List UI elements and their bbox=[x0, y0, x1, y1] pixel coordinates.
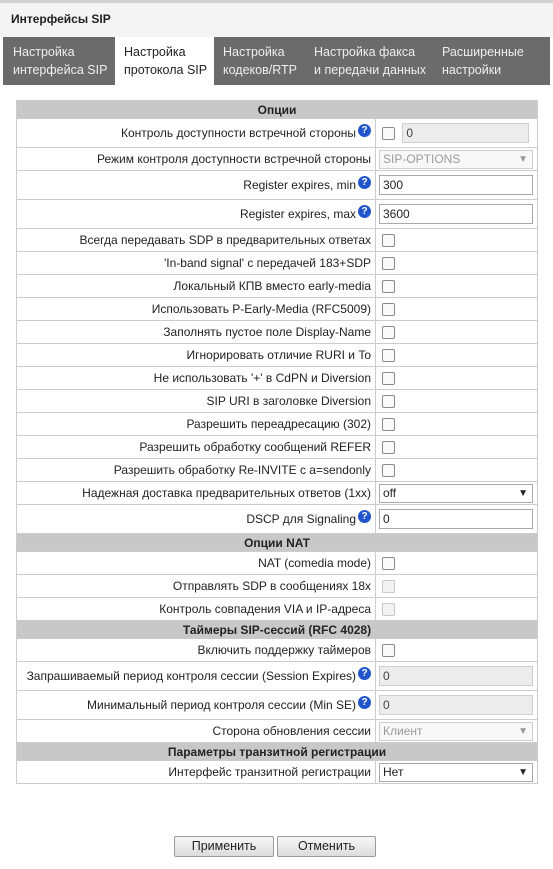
tab-codecs-rtp[interactable] bbox=[214, 37, 306, 85]
refresher-label: Сторона обновления сессии bbox=[17, 720, 376, 743]
min-se-input[interactable]: 0 bbox=[379, 695, 533, 715]
option-label: Разрешить переадресацию (302) bbox=[17, 413, 376, 436]
help-icon[interactable]: ? bbox=[358, 667, 371, 680]
window-titlebar bbox=[0, 0, 553, 37]
tab-sip-protocol[interactable] bbox=[115, 37, 214, 85]
tab-bar bbox=[3, 37, 550, 85]
help-icon[interactable]: ? bbox=[358, 176, 371, 189]
nat-sdp-18x-label: Отправлять SDP в сообщениях 18х bbox=[17, 575, 376, 598]
refresher-select[interactable]: Клиент ▼ bbox=[379, 722, 533, 741]
help-icon[interactable]: ? bbox=[358, 124, 371, 137]
transit-interface-label: Интерфейс транзитной регистрации bbox=[17, 761, 376, 784]
apply-button[interactable]: Применить bbox=[174, 836, 274, 857]
remote-check-mode-select[interactable]: SIP-OPTIONS ▼ bbox=[379, 150, 533, 169]
remote-check-interval-input[interactable]: 0 bbox=[402, 123, 529, 143]
option-checkbox[interactable] bbox=[382, 441, 395, 454]
tab-sip-interface[interactable] bbox=[3, 37, 115, 85]
min-se-label: Минимальный период контроля сессии (Min SE) ? bbox=[17, 691, 376, 720]
tab-label: Настройка кодеков/RTP bbox=[223, 45, 297, 77]
register-max-label: Register expires, max ? bbox=[17, 200, 376, 229]
help-icon[interactable]: ? bbox=[358, 510, 371, 523]
tab-advanced[interactable] bbox=[433, 37, 550, 85]
option-checkbox[interactable] bbox=[382, 234, 395, 247]
section-header-transit: Параметры транзитной регистрации bbox=[17, 743, 538, 761]
option-label: Разрешить обработку Re-INVITE с a=sendonly bbox=[17, 459, 376, 482]
session-expires-input[interactable]: 0 bbox=[379, 666, 533, 686]
tab-fax-data[interactable] bbox=[306, 37, 433, 85]
help-icon[interactable]: ? bbox=[358, 696, 371, 709]
option-checkbox[interactable] bbox=[382, 418, 395, 431]
help-icon[interactable]: ? bbox=[358, 205, 371, 218]
chevron-down-icon: ▼ bbox=[518, 487, 528, 499]
option-checkbox[interactable] bbox=[382, 464, 395, 477]
tab-label: Настройка факса и передачи данных bbox=[314, 45, 427, 77]
option-checkbox[interactable] bbox=[382, 395, 395, 408]
session-expires-label: Запрашиваемый период контроля сессии (Session Expires) ? bbox=[17, 662, 376, 691]
section-header-timers: Таймеры SIP-сессий (RFC 4028) bbox=[17, 621, 538, 639]
chevron-down-icon: ▼ bbox=[518, 766, 528, 778]
option-label: Заполнять пустое поле Display-Name bbox=[17, 321, 376, 344]
tab-label: Расширенные настройки bbox=[442, 45, 524, 77]
option-label: Использовать P-Early-Media (RFC5009) bbox=[17, 298, 376, 321]
transit-interface-select[interactable]: Нет ▼ bbox=[379, 763, 533, 782]
reliable-1xx-select[interactable]: off ▼ bbox=[379, 484, 533, 503]
section-header-nat: Опции NAT bbox=[17, 534, 538, 552]
option-checkbox[interactable] bbox=[382, 257, 395, 270]
nat-sdp-18x-checkbox[interactable] bbox=[382, 580, 395, 593]
register-min-input[interactable]: 300 bbox=[379, 175, 533, 195]
option-label: Всегда передавать SDP в предварительных ответах bbox=[17, 229, 376, 252]
register-max-input[interactable]: 3600 bbox=[379, 204, 533, 224]
settings-table bbox=[16, 100, 538, 784]
remote-check-label: Контроль доступности встречной стороны ? bbox=[17, 119, 376, 148]
window-title: Интерфейсы SIP bbox=[11, 12, 111, 26]
option-label: Локальный КПВ вместо early-media bbox=[17, 275, 376, 298]
option-checkbox[interactable] bbox=[382, 280, 395, 293]
remote-check-checkbox[interactable] bbox=[382, 127, 395, 140]
option-label: Не использовать '+' в CdPN и Diversion bbox=[17, 367, 376, 390]
tab-label: Настройка интерфейса SIP bbox=[13, 45, 108, 77]
nat-comedia-label: NAT (comedia mode) bbox=[17, 552, 376, 575]
dscp-input[interactable]: 0 bbox=[379, 509, 533, 529]
chevron-down-icon: ▼ bbox=[518, 153, 528, 165]
option-checkbox[interactable] bbox=[382, 326, 395, 339]
timers-enable-label: Включить поддержку таймеров bbox=[17, 639, 376, 662]
reliable-1xx-label: Надежная доставка предварительных ответов (1xx) bbox=[17, 482, 376, 505]
chevron-down-icon: ▼ bbox=[518, 725, 528, 737]
dscp-label: DSCP для Signaling ? bbox=[17, 505, 376, 534]
option-label: 'In-band signal' с передачей 183+SDP bbox=[17, 252, 376, 275]
nat-comedia-checkbox[interactable] bbox=[382, 557, 395, 570]
nat-via-ip-label: Контроль совпадения VIA и IP-адреса bbox=[17, 598, 376, 621]
option-checkbox[interactable] bbox=[382, 349, 395, 362]
timers-enable-checkbox[interactable] bbox=[382, 644, 395, 657]
cancel-button[interactable]: Отменить bbox=[277, 836, 376, 857]
option-label: Игнорировать отличие RURI и To bbox=[17, 344, 376, 367]
option-checkbox[interactable] bbox=[382, 372, 395, 385]
option-checkbox[interactable] bbox=[382, 303, 395, 316]
remote-check-mode-label: Режим контроля доступности встречной стороны bbox=[17, 148, 376, 171]
nat-via-ip-checkbox[interactable] bbox=[382, 603, 395, 616]
option-label: Разрешить обработку сообщений REFER bbox=[17, 436, 376, 459]
register-min-label: Register expires, min ? bbox=[17, 171, 376, 200]
option-label: SIP URI в заголовке Diversion bbox=[17, 390, 376, 413]
tab-label: Настройка протокола SIP bbox=[124, 45, 208, 77]
section-header-options: Опции bbox=[17, 101, 538, 119]
